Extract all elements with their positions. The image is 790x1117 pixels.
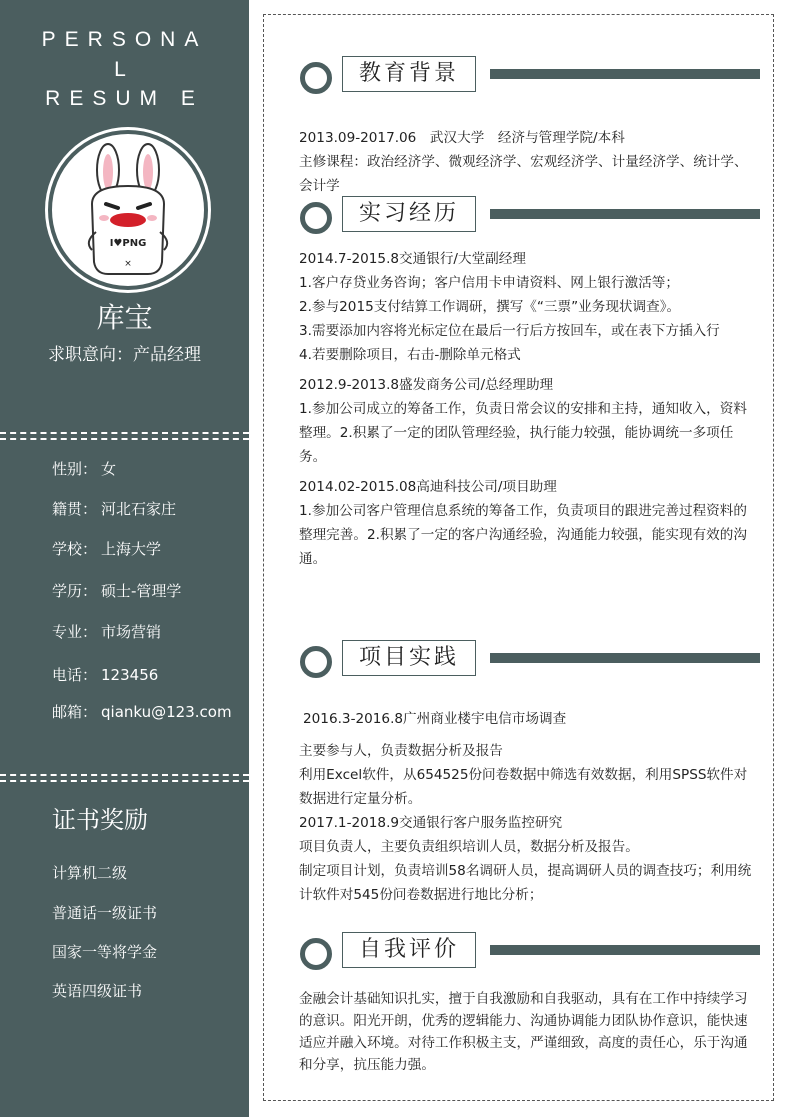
cert-item: 国家一等将学金 (52, 943, 158, 961)
resume-title-line-1: PERSONA (41, 28, 208, 51)
education-content (299, 126, 754, 198)
info-degree (52, 580, 181, 601)
divider (0, 438, 249, 440)
cert-title: 证书奖励 (52, 806, 148, 834)
info-value: 女 (101, 460, 117, 478)
info-label: 电话： (52, 666, 98, 684)
project-line: 制定项目计划，负责培训58名调研人员，提高调研人员的调查技巧；利用统计软件对545份问卷数据进行地比分析； (299, 863, 752, 903)
divider (0, 780, 249, 782)
sidebar (0, 0, 249, 1117)
rabbit-avatar-icon (52, 134, 204, 286)
circle-icon (300, 202, 332, 234)
resume-title-line-2: L (114, 58, 135, 81)
info-label: 性别： (52, 460, 98, 478)
section-bar (490, 209, 760, 219)
cert-item: 普通话一级证书 (52, 904, 158, 922)
internship-line: 1.参加公司客户管理信息系统的筹备工作，负责项目的跟进完善过程资料的整理完善。2.积累了一定的客户沟通经验，沟通能力较强，能实现有效的沟通。 (299, 503, 747, 567)
internship-line: 4.若要删除项目，右击-删除单元格式 (299, 347, 521, 363)
self-evaluation-content (299, 988, 754, 1076)
info-major (52, 621, 161, 642)
section-title: 教育背景 (342, 56, 476, 92)
info-school (52, 538, 161, 559)
info-email (52, 701, 232, 722)
info-value: 123456 (101, 666, 159, 684)
divider (0, 432, 249, 434)
info-value: 硕士-管理学 (101, 582, 182, 600)
info-phone (52, 664, 158, 685)
self-evaluation-text: 金融会计基础知识扎实，擅于自我激励和自我驱动，具有在工作中持续学习的意识。阳光开朗，优秀的逻辑能力、沟通协调能力团队协作意识，能快速适应并融入环境。对待工作积极主支，严谨细致，高度的责任心，乐于沟通和分享，抗压能力强。 (299, 991, 748, 1073)
projects-content (299, 707, 754, 907)
cert-item: 英语四级证书 (52, 982, 143, 1000)
svg-text:×: × (124, 259, 132, 269)
section-bar (490, 69, 760, 79)
info-value: 市场营销 (101, 623, 162, 641)
section-header-self-evaluation (300, 932, 760, 970)
internship-line: 3.需要添加内容将光标定位在最后一行后方按回车，或在表下方插入行 (299, 323, 720, 339)
internship-line: 2.参与2015支付结算工作调研，撰写《“三票”业务现状调查》。 (299, 299, 681, 315)
section-bar (490, 945, 760, 955)
section-title: 自我评价 (342, 932, 476, 968)
info-value: qianku@123.com (101, 703, 232, 721)
section-header-education (300, 56, 760, 94)
job-intent: 求职意向：产品经理 (48, 345, 201, 365)
resume-title-line-3: RESUM E (45, 87, 204, 110)
education-line: 主修课程：政治经济学、微观经济学、宏观经济学、计量经济学、统计学、会计学 (299, 154, 748, 194)
internship-heading: 2014.7-2015.8交通银行/大堂副经理 (299, 251, 526, 267)
project-line: 主要参与人，负责数据分析及报告 (299, 743, 503, 759)
education-line: 2013.09-2017.06 武汉大学 经济与管理学院/本科 (299, 130, 625, 146)
info-value: 上海大学 (101, 540, 162, 558)
info-label: 学校： (52, 540, 98, 558)
internship-heading: 2012.9-2013.8盛发商务公司/总经理助理 (299, 377, 554, 393)
info-gender (52, 458, 116, 479)
section-bar (490, 653, 760, 663)
avatar (48, 130, 208, 290)
internship-line: 1.客户存贷业务咨询；客户信用卡申请资料、网上银行激活等； (299, 275, 679, 291)
circle-icon (300, 62, 332, 94)
project-heading: 2017.1-2018.9交通银行客户服务监控研究 (299, 815, 563, 831)
info-label: 专业： (52, 623, 98, 641)
project-line: 利用Excel软件，从654525份问卷数据中筛选有效数据，利用SPSS软件对数据进行定量分析。 (299, 767, 748, 807)
circle-icon (300, 938, 332, 970)
section-header-internship (300, 196, 760, 234)
project-heading: 2016.3-2016.8广州商业楼宇电信市场调查 (303, 711, 567, 727)
info-value: 河北石家庄 (101, 500, 177, 518)
internship-line: 1.参加公司成立的筹备工作，负责日常会议的安排和主持，通知收入，资料整理。2.积累了一定的团队管理经验，执行能力较强，能协调统一多项任务。 (299, 401, 747, 465)
candidate-name: 库宝 (96, 301, 153, 334)
info-label: 籍贯： (52, 500, 98, 518)
section-header-projects (300, 640, 760, 678)
info-hometown (52, 498, 176, 519)
section-title: 项目实践 (342, 640, 476, 676)
project-line: 项目负责人，主要负责组织培训人员，数据分析及报告。 (299, 839, 639, 855)
cert-item: 计算机二级 (52, 864, 128, 882)
section-title: 实习经历 (342, 196, 476, 232)
info-label: 邮箱： (52, 703, 98, 721)
internship-heading: 2014.02-2015.08高迪科技公司/项目助理 (299, 479, 557, 495)
divider (0, 774, 249, 776)
circle-icon (300, 646, 332, 678)
avatar-shirt-text: I♥PNG (109, 238, 147, 249)
info-label: 学历： (52, 582, 98, 600)
internship-content (299, 247, 754, 571)
